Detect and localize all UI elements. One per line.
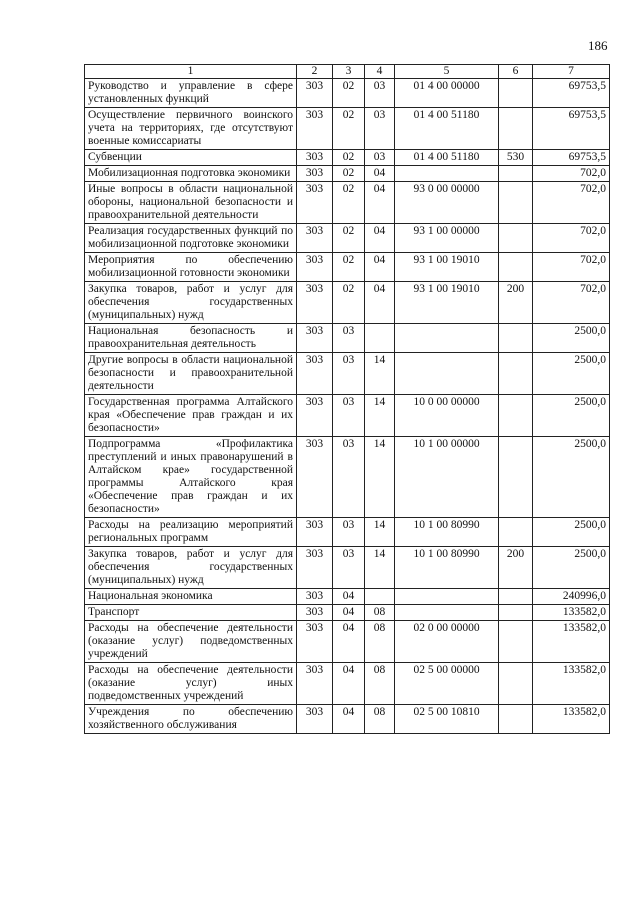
amount: 702,0 [533,282,610,324]
amount: 2500,0 [533,324,610,353]
subsection-code: 08 [365,621,395,663]
expense-type-code [499,395,533,437]
expense-type-code [499,621,533,663]
amount: 2500,0 [533,547,610,589]
amount: 702,0 [533,253,610,282]
target-article-code: 01 4 00 51180 [395,108,499,150]
table-row [85,605,610,621]
target-article-code: 01 4 00 00000 [395,79,499,108]
subsection-code: 14 [365,547,395,589]
row-name: Иные вопросы в области национальной обороны, национальной безопасности и правоохранительной деятельности [85,182,297,224]
table-row [85,395,610,437]
subsection-code: 03 [365,79,395,108]
admin-code: 303 [297,108,333,150]
section-code: 02 [333,253,365,282]
row-name: Мобилизационная подготовка экономики [85,166,297,182]
target-article-code: 10 1 00 00000 [395,437,499,518]
row-name: Подпрограмма «Профилактика преступлений и иных правонарушений в Алтайском крае» государственной программы Алтайского края «Обеспечение прав граждан и их безопасности» [85,437,297,518]
target-article-code: 93 1 00 19010 [395,282,499,324]
target-article-code: 93 1 00 19010 [395,253,499,282]
expense-type-code: 200 [499,282,533,324]
table-row [85,282,610,324]
row-name: Расходы на реализацию мероприятий региональных программ [85,518,297,547]
admin-code: 303 [297,589,333,605]
target-article-code [395,605,499,621]
row-name: Транспорт [85,605,297,621]
target-article-code: 93 1 00 00000 [395,224,499,253]
target-article-code [395,589,499,605]
row-name: Закупка товаров, работ и услуг для обеспечения государственных (муниципальных) нужд [85,547,297,589]
expense-type-code [499,182,533,224]
subsection-code: 03 [365,150,395,166]
amount: 133582,0 [533,605,610,621]
expense-type-code [499,253,533,282]
amount: 133582,0 [533,705,610,734]
column-header: 7 [533,65,610,79]
table-row [85,663,610,705]
amount: 702,0 [533,182,610,224]
table-row [85,705,610,734]
column-header: 3 [333,65,365,79]
row-name: Другие вопросы в области национальной безопасности и правоохранительной деятельности [85,353,297,395]
section-code: 03 [333,353,365,395]
admin-code: 303 [297,282,333,324]
subsection-code: 08 [365,605,395,621]
target-article-code: 02 5 00 00000 [395,663,499,705]
section-code: 04 [333,589,365,605]
table-row [85,621,610,663]
row-name: Национальная экономика [85,589,297,605]
admin-code: 303 [297,166,333,182]
table-row [85,353,610,395]
amount: 69753,5 [533,108,610,150]
subsection-code [365,324,395,353]
section-code: 03 [333,395,365,437]
table-row [85,547,610,589]
subsection-code: 04 [365,253,395,282]
table-row [85,589,610,605]
row-name: Реализация государственных функций по мобилизационной подготовке экономики [85,224,297,253]
expense-type-code: 200 [499,547,533,589]
amount: 69753,5 [533,150,610,166]
subsection-code: 14 [365,437,395,518]
amount: 2500,0 [533,518,610,547]
section-code: 03 [333,547,365,589]
amount: 702,0 [533,224,610,253]
admin-code: 303 [297,224,333,253]
section-code: 02 [333,166,365,182]
section-code: 03 [333,518,365,547]
expense-type-code [499,79,533,108]
amount: 2500,0 [533,353,610,395]
row-name: Осуществление первичного воинского учета на территориях, где отсутствуют военные комиссариаты [85,108,297,150]
admin-code: 303 [297,150,333,166]
target-article-code: 10 1 00 80990 [395,547,499,589]
column-header: 2 [297,65,333,79]
admin-code: 303 [297,518,333,547]
amount: 2500,0 [533,437,610,518]
admin-code: 303 [297,621,333,663]
column-header: 4 [365,65,395,79]
admin-code: 303 [297,395,333,437]
row-name: Закупка товаров, работ и услуг для обеспечения государственных (муниципальных) нужд [85,282,297,324]
row-name: Расходы на обеспечение деятельности (оказание услуг) иных подведомственных учреждений [85,663,297,705]
section-code: 02 [333,150,365,166]
expense-type-code [499,108,533,150]
target-article-code: 10 0 00 00000 [395,395,499,437]
table-row [85,518,610,547]
section-code: 04 [333,621,365,663]
section-code: 03 [333,437,365,518]
admin-code: 303 [297,437,333,518]
table-row [85,166,610,182]
admin-code: 303 [297,663,333,705]
admin-code: 303 [297,182,333,224]
admin-code: 303 [297,253,333,282]
subsection-code: 04 [365,224,395,253]
expense-type-code [499,353,533,395]
table-body [85,79,610,734]
amount: 133582,0 [533,621,610,663]
amount: 69753,5 [533,79,610,108]
section-code: 04 [333,705,365,734]
amount: 133582,0 [533,663,610,705]
section-code: 04 [333,605,365,621]
target-article-code [395,166,499,182]
table-row [85,253,610,282]
expense-type-code [499,166,533,182]
expense-type-code: 530 [499,150,533,166]
admin-code: 303 [297,605,333,621]
subsection-code: 14 [365,353,395,395]
admin-code: 303 [297,324,333,353]
target-article-code: 02 0 00 00000 [395,621,499,663]
section-code: 02 [333,108,365,150]
target-article-code [395,324,499,353]
table-row [85,437,610,518]
admin-code: 303 [297,547,333,589]
budget-table [84,64,610,734]
admin-code: 303 [297,79,333,108]
section-code: 02 [333,282,365,324]
table-row [85,108,610,150]
table-row [85,224,610,253]
expense-type-code [499,224,533,253]
row-name: Руководство и управление в сфере установленных функций [85,79,297,108]
amount: 702,0 [533,166,610,182]
subsection-code: 04 [365,166,395,182]
expense-type-code [499,705,533,734]
amount: 2500,0 [533,395,610,437]
row-name: Расходы на обеспечение деятельности (оказание услуг) подведомственных учреждений [85,621,297,663]
amount: 240996,0 [533,589,610,605]
section-code: 03 [333,324,365,353]
subsection-code: 08 [365,705,395,734]
subsection-code: 04 [365,182,395,224]
page-number: 186 [588,38,608,53]
table-header-row [85,65,610,79]
target-article-code: 01 4 00 51180 [395,150,499,166]
section-code: 04 [333,663,365,705]
row-name: Мероприятия по обеспечению мобилизационной готовности экономики [85,253,297,282]
column-header: 1 [85,65,297,79]
target-article-code: 10 1 00 80990 [395,518,499,547]
target-article-code: 93 0 00 00000 [395,182,499,224]
subsection-code: 04 [365,282,395,324]
expense-type-code [499,437,533,518]
expense-type-code [499,324,533,353]
row-name: Национальная безопасность и правоохранительная деятельность [85,324,297,353]
column-header: 6 [499,65,533,79]
table-row [85,79,610,108]
admin-code: 303 [297,705,333,734]
target-article-code: 02 5 00 10810 [395,705,499,734]
table-row [85,182,610,224]
table-row [85,150,610,166]
expense-type-code [499,605,533,621]
table-row [85,324,610,353]
column-header: 5 [395,65,499,79]
section-code: 02 [333,224,365,253]
section-code: 02 [333,182,365,224]
admin-code: 303 [297,353,333,395]
subsection-code: 03 [365,108,395,150]
target-article-code [395,353,499,395]
row-name: Государственная программа Алтайского края «Обеспечение прав граждан и их безопасности» [85,395,297,437]
row-name: Субвенции [85,150,297,166]
expense-type-code [499,589,533,605]
subsection-code [365,589,395,605]
expense-type-code [499,663,533,705]
subsection-code: 14 [365,395,395,437]
expense-type-code [499,518,533,547]
subsection-code: 14 [365,518,395,547]
row-name: Учреждения по обеспечению хозяйственного обслуживания [85,705,297,734]
section-code: 02 [333,79,365,108]
subsection-code: 08 [365,663,395,705]
